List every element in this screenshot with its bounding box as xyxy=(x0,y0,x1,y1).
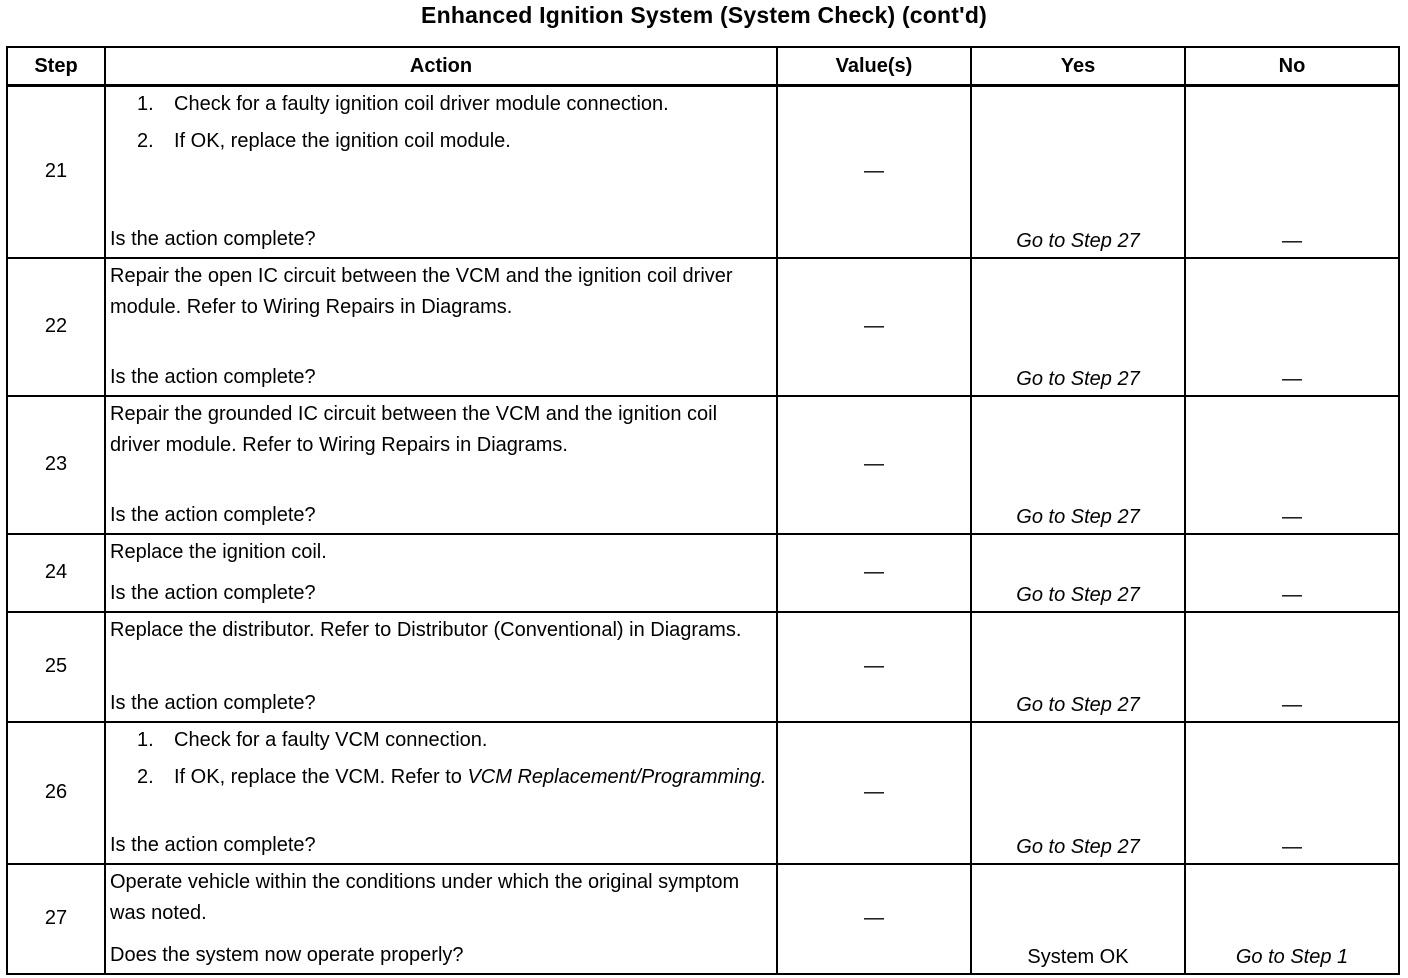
action-text: Repair the grounded IC circuit between the VCM and the ignition coil driver module. Refer to Wiring Repairs in Diagrams. xyxy=(110,402,718,456)
action-cell xyxy=(105,396,777,534)
action-question: Is the action complete? xyxy=(110,503,316,526)
step-number: 24 xyxy=(7,534,105,612)
value-cell: — xyxy=(777,864,971,974)
action-cell xyxy=(105,722,777,864)
yes-cell: Go to Step 27 xyxy=(971,612,1185,722)
action-question: Is the action complete? xyxy=(110,581,316,604)
list-item xyxy=(110,89,772,120)
table-row-step-24 xyxy=(7,534,1399,612)
list-item-reference: VCM Replacement/Programming. xyxy=(467,765,767,788)
step-number: 26 xyxy=(7,722,105,864)
header-no: No xyxy=(1185,47,1399,86)
value-cell: — xyxy=(777,612,971,722)
yes-cell: Go to Step 27 xyxy=(971,396,1185,534)
list-item xyxy=(110,126,772,157)
header-step: Step xyxy=(7,47,105,86)
yes-cell: Go to Step 27 xyxy=(971,258,1185,396)
table-row-step-22 xyxy=(7,258,1399,396)
action-steps-list xyxy=(110,89,772,157)
action-cell xyxy=(105,534,777,612)
yes-cell: System OK xyxy=(971,864,1185,974)
list-item-number: 1. xyxy=(137,93,154,115)
action-question: Does the system now operate properly? xyxy=(110,943,464,966)
action-text: Operate vehicle within the conditions under which the original symptom was noted. xyxy=(110,870,740,924)
action-question: Is the action complete? xyxy=(110,833,316,856)
list-item-text: Check for a faulty VCM connection. xyxy=(174,728,488,751)
no-cell: — xyxy=(1185,396,1399,534)
list-item-text: If OK, replace the ignition coil module. xyxy=(174,130,511,152)
action-question: Is the action complete? xyxy=(110,691,316,714)
list-item-number: 2. xyxy=(137,765,154,788)
action-cell xyxy=(105,258,777,396)
list-item-text: If OK, replace the VCM. Refer to xyxy=(174,765,468,788)
document-title: Enhanced Ignition System (System Check) (cont'd) xyxy=(421,2,987,28)
value-cell: — xyxy=(777,396,971,534)
no-cell: Go to Step 1 xyxy=(1185,864,1399,974)
value-cell: — xyxy=(777,86,971,258)
yes-cell: Go to Step 27 xyxy=(971,722,1185,864)
value-cell: — xyxy=(777,722,971,864)
action-steps-list xyxy=(110,725,772,793)
list-item xyxy=(110,725,772,756)
no-cell: — xyxy=(1185,86,1399,258)
action-text: Repair the open IC circuit between the VCM and the ignition coil driver module. Refer to Wiring Repairs in Diagrams. xyxy=(110,264,733,318)
no-cell: — xyxy=(1185,258,1399,396)
header-yes: Yes xyxy=(971,47,1185,86)
list-item xyxy=(110,762,772,793)
list-item-number: 2. xyxy=(137,130,154,152)
diagnostic-table xyxy=(6,46,1400,975)
table-row-step-23 xyxy=(7,396,1399,534)
action-question: Is the action complete? xyxy=(110,365,316,388)
table-row-step-27 xyxy=(7,864,1399,974)
action-question: Is the action complete? xyxy=(110,227,316,250)
action-cell xyxy=(105,612,777,722)
action-text: Replace the ignition coil. xyxy=(110,540,327,563)
step-number: 21 xyxy=(7,86,105,258)
value-cell: — xyxy=(777,534,971,612)
table-row-step-26 xyxy=(7,722,1399,864)
value-cell: — xyxy=(777,258,971,396)
no-cell: — xyxy=(1185,534,1399,612)
action-text: Replace the distributor. Refer to Distributor (Conventional) in Diagrams. xyxy=(110,618,742,641)
action-cell xyxy=(105,864,777,974)
list-item-number: 1. xyxy=(137,728,154,751)
list-item-text: Check for a faulty ignition coil driver module connection. xyxy=(174,93,669,115)
no-cell: — xyxy=(1185,612,1399,722)
step-number: 23 xyxy=(7,396,105,534)
header-action: Action xyxy=(105,47,777,86)
action-cell xyxy=(105,86,777,258)
yes-cell: Go to Step 27 xyxy=(971,534,1185,612)
step-number: 25 xyxy=(7,612,105,722)
table-header-row xyxy=(7,47,1399,86)
table-row-step-21 xyxy=(7,86,1399,258)
yes-cell: Go to Step 27 xyxy=(971,86,1185,258)
step-number: 27 xyxy=(7,864,105,974)
header-values: Value(s) xyxy=(777,47,971,86)
table-row-step-25 xyxy=(7,612,1399,722)
no-cell: — xyxy=(1185,722,1399,864)
step-number: 22 xyxy=(7,258,105,396)
